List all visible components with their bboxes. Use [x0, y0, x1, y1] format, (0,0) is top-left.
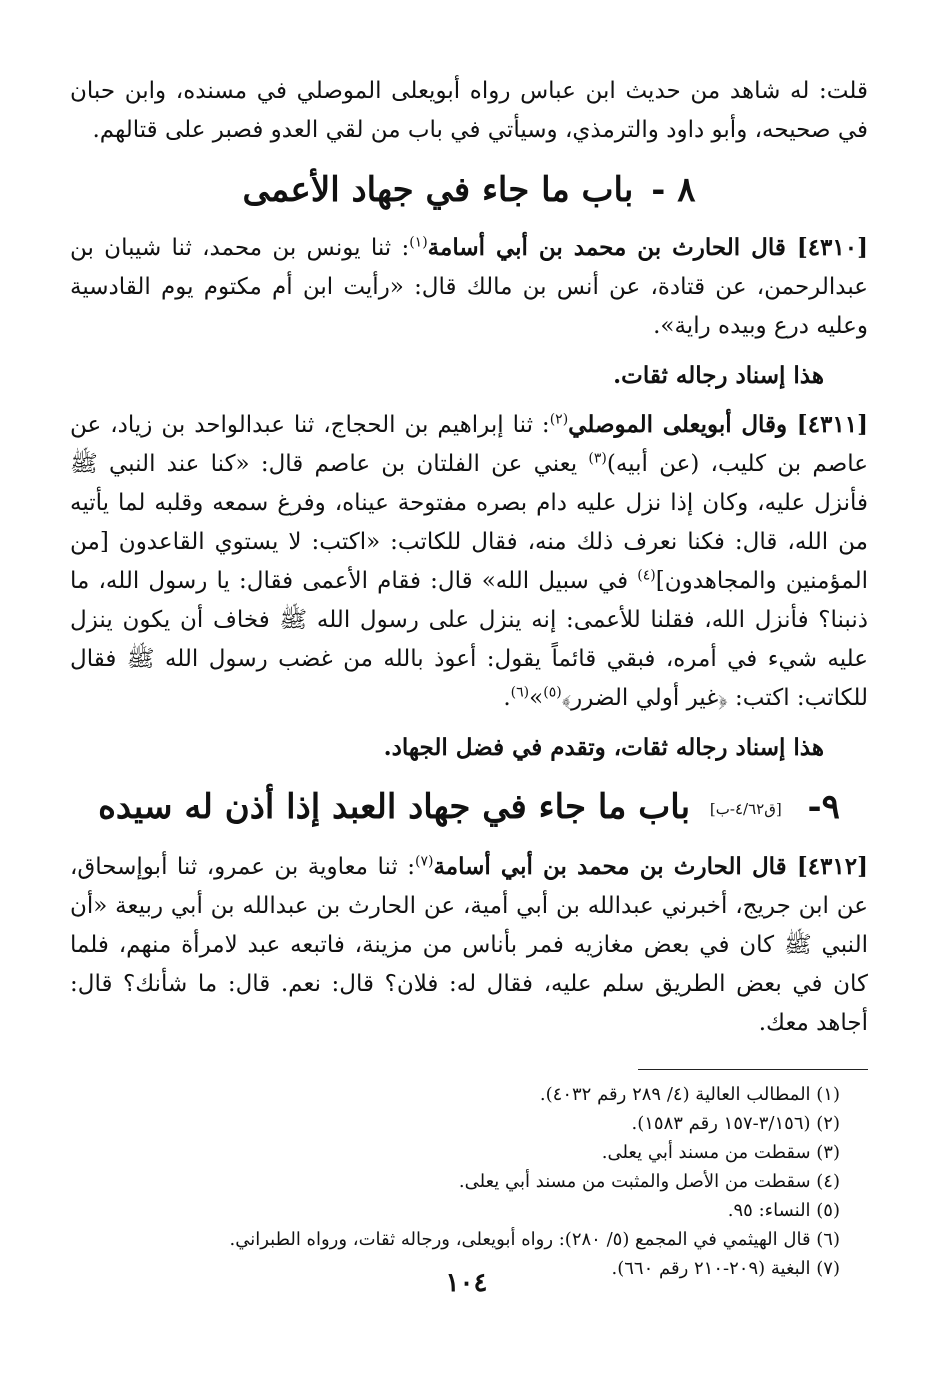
hadith-lead: [٤٣١٢] قال الحارث بن محمد بن أبي أسامة — [433, 853, 869, 880]
footnote-ref: (٣) — [588, 450, 607, 467]
footnote-item: (٦) قال الهيثمي في المجمع (٥/ ٢٨٠): رواه أبويعلى، ورجاله ثقات، ورواه الطبراني. — [229, 1229, 840, 1250]
chapter-title: باب ما جاء في جهاد الأعمى — [242, 170, 634, 210]
hadith-lead: [٤٣١١] وقال أبويعلى الموصلي — [568, 411, 869, 438]
hadith-4311 — [70, 405, 868, 718]
hadith-text: يعني عن الفلتان بن عاصم قال: «كنا عند النبي ﷺ فأنزل عليه، وكان إذا نزل عليه دام بصره مفتوحة عيناه، وفرغ سمعه وقلبه لما يأتيه من الله، قال: فكنا نعرف ذلك منه، فقال للكاتب: «اكتب: لا يستوي القاعدون [من المؤمنين والمجاهدون] — [70, 451, 868, 594]
hadith-text: » — [529, 685, 544, 711]
footnote-item: (٢) (٣/١٥٦-١٥٧ رقم ١٥٨٣). — [631, 1113, 840, 1134]
hadith-text: : ثنا يونس بن محمد، ثنا شيبان بن عبدالرحمن، عن قتادة، عن أنس بن مالك قال: «رأيت ابن أم مكتوم يوم القادسية وعليه درع وبيده راية». — [70, 235, 868, 339]
footnote-ref: (٥) — [543, 684, 562, 701]
chapter-number: ٨ - — [651, 170, 696, 210]
hadith-lead: [٤٣١٠] قال الحارث بن محمد بن أبي أسامة — [427, 234, 869, 261]
footnote-item: (٤) سقطت من الأصل والمثبت من مسند أبي يعلى. — [458, 1171, 840, 1192]
page-number: ١٠٤ — [445, 1268, 488, 1298]
footnote-item: (١) المطالب العالية (٤/ ٢٨٩ رقم ٤٠٣٢). — [539, 1084, 840, 1105]
manuscript-ref: [ق٤/٦٢-ب] — [709, 800, 782, 818]
page-body — [70, 72, 868, 1283]
footnote-ref: (٦) — [510, 684, 530, 701]
hadith-text: . — [503, 685, 511, 711]
chapter-heading-9 — [70, 781, 868, 835]
hadith-text: في سبيل الله» قال: فقام الأعمى فقال: يا رسول الله، ما ذنبنا؟ فأنزل الله، فقلنا للأعمى: إنه ينزل على رسول الله ﷺ فخاف أن يكون ينزل عليه شيء في أمره، فبقي قائماً يقول: أعوذ بالله من غضب رسول الله ﷺ فقال للكاتب: اكتب: ﴿غير أولي الضرر﴾ — [70, 568, 868, 711]
hadith-text: : ثنا معاوية بن عمرو، ثنا أبوإسحاق، عن ابن جريج، أخبرني عبدالله بن أبي أمية، عن الحارث بن عبدالله بن أبي ربيعة «أن النبي ﷺ كان في بعض مغازيه فمر بأناس من مزينة، فاتبعه عبد لامرأة منهم، فلما كان في بعض الطريق سلم عليه، فقال له: فلان؟ قال: نعم. قال: ما شأنك؟ قال: أجاهد معك. — [70, 854, 868, 1036]
footnote-item: (٣) سقطت من مسند أبي يعلى. — [601, 1142, 840, 1163]
footnote-separator — [638, 1069, 868, 1070]
chapter-heading-8 — [70, 164, 868, 216]
footnote-ref: (١) — [409, 234, 428, 251]
isnad-note: هذا إسناد رجاله ثقات. — [613, 362, 824, 389]
footnotes-list — [70, 1080, 868, 1283]
footnote-item: (٧) البغية (٢٠٩-٢١٠ رقم ٦٦٠). — [611, 1258, 840, 1279]
footnote-ref: (٤) — [637, 567, 656, 584]
hadith-text: : ثنا إبراهيم بن الحجاج، ثنا عبدالواحد بن زياد، عن عاصم بن كليب، (عن أبيه) — [70, 412, 868, 477]
footnote-ref: (٧) — [415, 853, 434, 870]
hadith-4312 — [70, 847, 868, 1043]
hadith-4310 — [70, 228, 868, 346]
chapter-title: باب ما جاء في جهاد العبد إذا أذن له سيده — [98, 787, 691, 827]
intro-paragraph: قلت: له شاهد من حديث ابن عباس رواه أبويعلى الموصلي في مسنده، وابن حبان في صحيحه، وأبو داود والترمذي، وسيأتي في باب من لقي العدو فصبر على قتالهم. — [70, 78, 868, 143]
chapter-number: ٩- — [807, 787, 840, 827]
footnote-item: (٥) النساء: ٩٥. — [727, 1200, 840, 1221]
isnad-note: هذا إسناد رجاله ثقات، وتقدم في فضل الجهاد. — [383, 734, 824, 761]
footnote-ref: (٢) — [549, 411, 569, 428]
